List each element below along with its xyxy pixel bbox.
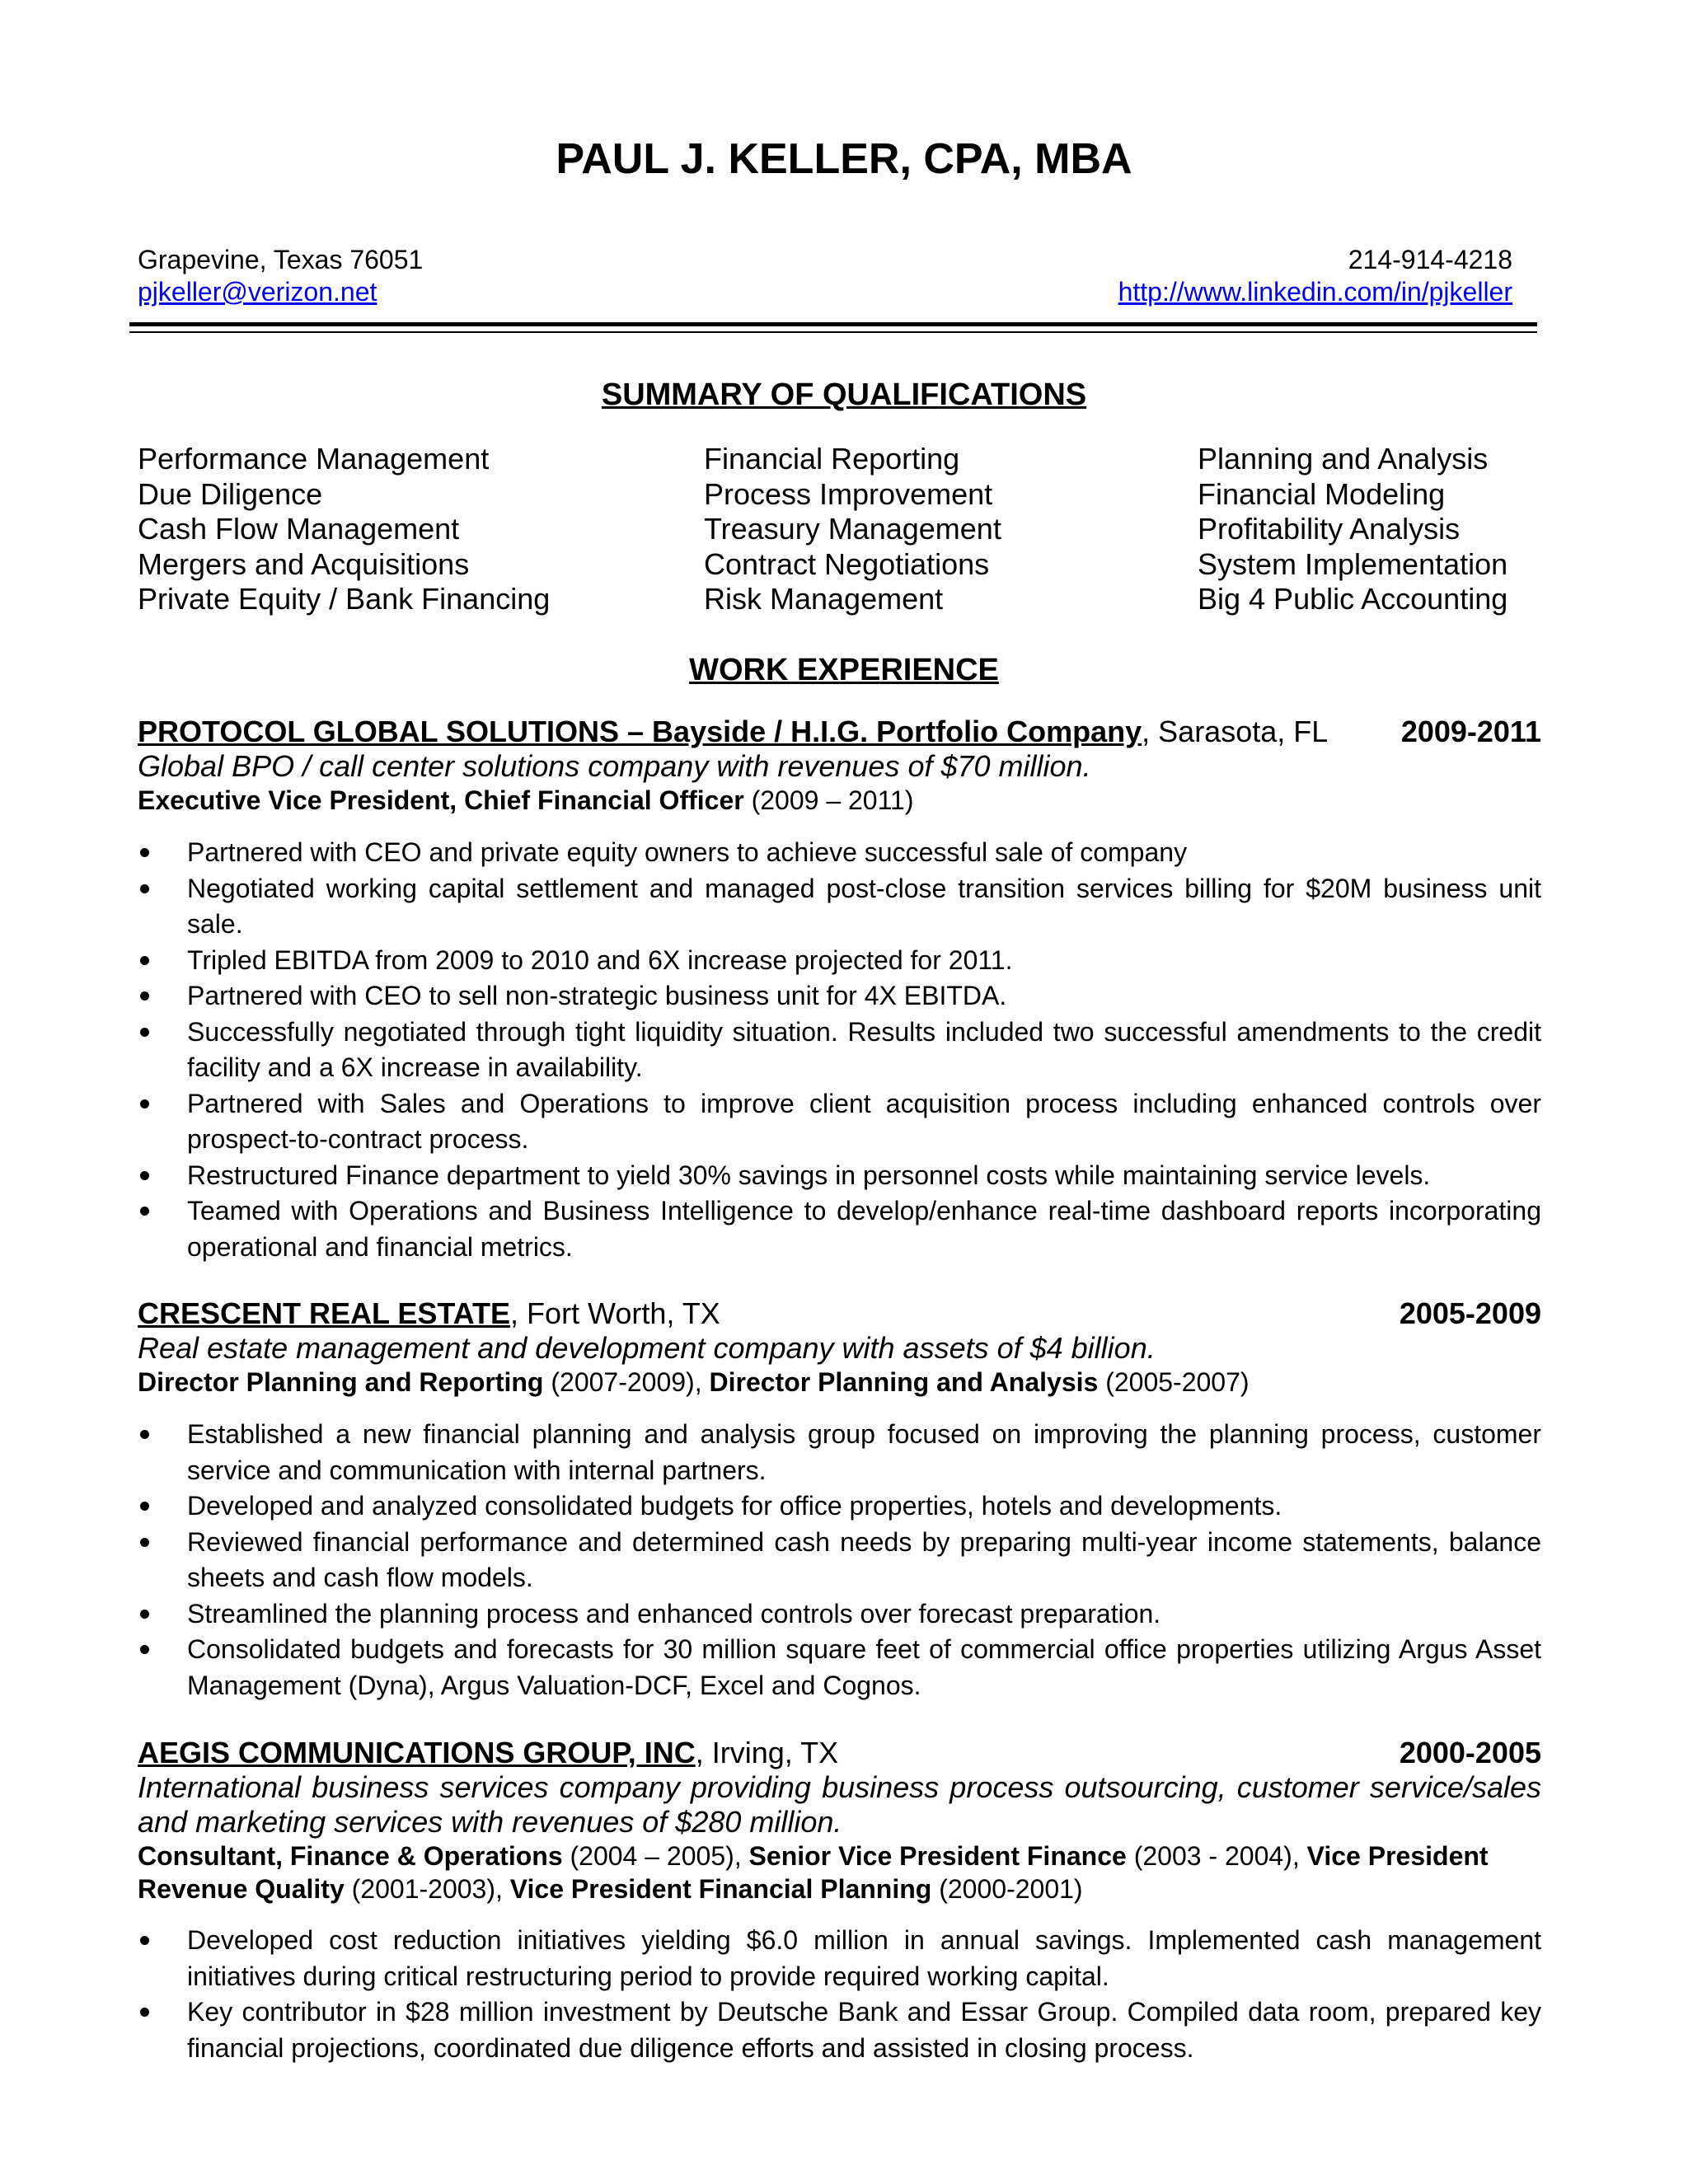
email-link[interactable]: pjkeller@verizon.net [138, 277, 377, 307]
bullet-icon [140, 1171, 149, 1180]
skill-item: Private Equity / Bank Financing [138, 582, 551, 616]
skill-item: Process Improvement [704, 476, 993, 511]
bullet-item [138, 1158, 1541, 1194]
company-name: PROTOCOL GLOBAL SOLUTIONS – Bayside / H.I.G. Portfolio Company [138, 715, 1142, 748]
job-title-period: (2000-2001) [931, 1874, 1083, 1904]
candidate-name: PAUL J. KELLER, CPA, MBA [556, 135, 1132, 183]
bullet-text: Negotiated working capital settlement and managed post-close transition services billing for $20M business unit sale. [187, 873, 1541, 939]
bullet-icon [140, 1538, 149, 1547]
job-title-period: (2007-2009), [543, 1367, 710, 1397]
summary-heading: SUMMARY OF QUALIFICATIONS [601, 377, 1087, 412]
job-bullets [138, 1417, 1541, 1704]
job-title-period: (2005-2007) [1098, 1367, 1250, 1397]
bullet-icon [140, 848, 149, 857]
skill-item: Treasury Management [704, 512, 1001, 546]
bullet-icon [140, 991, 149, 1001]
skill-item: Financial Modeling [1198, 476, 1446, 511]
job-title-period: (2004 – 2005), [562, 1841, 749, 1871]
bullet-item [138, 1596, 1541, 1633]
company-description: Global BPO / call center solutions company with revenues of $70 million. [138, 749, 1091, 783]
company-location: , Fort Worth, TX [510, 1296, 720, 1330]
company-description: Real estate management and development company with assets of $4 billion. [138, 1331, 1156, 1365]
company-description: International business services company providing business process outsourcing, customer service/sales and marketing services with revenues of $280 million. [138, 1770, 1541, 1839]
bullet-text: Established a new financial planning and analysis group focused on improving the planning process, customer service and communication with internal partners. [187, 1419, 1541, 1485]
company-location: , Irving, TX [695, 1736, 839, 1769]
skill-item: Cash Flow Management [138, 512, 460, 546]
job-title: Executive Vice President, Chief Financial Officer [138, 785, 744, 815]
job-titles [138, 784, 1541, 817]
skills-column-2 [704, 442, 1001, 617]
job-title: Consultant, Finance & Operations [138, 1841, 563, 1871]
bullet-text: Key contributor in $28 million investment by Deutsche Bank and Essar Group. Compiled data room, prepared key financial projections, coordinated due diligence efforts and assisted in closing process. [187, 1997, 1541, 2063]
skill-item: Performance Management [138, 442, 490, 476]
job-title-period: (2009 – 2011) [743, 785, 914, 815]
skill-item: Financial Reporting [704, 442, 960, 476]
bullet-text: Partnered with Sales and Operations to improve client acquisition process including enhanced controls over prospect-to-contract process. [187, 1088, 1541, 1154]
phone-text: 214-914-4218 [1348, 245, 1512, 274]
job-title: Vice President Revenue Quality [138, 1841, 1489, 1904]
job-header [138, 715, 1541, 749]
job-title: Director Planning and Reporting [138, 1367, 544, 1397]
job-header [138, 1296, 1541, 1331]
bullet-icon [140, 1207, 149, 1216]
job-title: Director Planning and Analysis [709, 1367, 1099, 1397]
skill-item: Risk Management [704, 582, 944, 616]
skill-item: Contract Negotiations [704, 546, 990, 581]
job-years: 2005-2009 [1399, 1296, 1541, 1330]
bullet-item [138, 1632, 1541, 1704]
bullet-icon [140, 1430, 149, 1439]
linkedin-link[interactable]: http://www.linkedin.com/in/pjkeller [1118, 277, 1512, 307]
bullet-item [138, 1923, 1541, 1994]
experience-heading: WORK EXPERIENCE [689, 653, 999, 687]
bullet-text: Teamed with Operations and Business Intelligence to develop/enhance real-time dashboard reports incorporating operational and financial metrics. [187, 1196, 1541, 1262]
skill-item: Planning and Analysis [1198, 442, 1489, 476]
bullet-text: Developed cost reduction initiatives yielding $6.0 million in annual savings. Implemented cash management initiatives during critical restructuring period to provide required working capital. [187, 1925, 1541, 1991]
skills-column-3 [1198, 442, 1507, 617]
job-header [138, 1736, 1541, 1770]
bullet-text: Successfully negotiated through tight liquidity situation. Results included two successful amendments to the credit facility and a 6X increase in availability. [187, 1016, 1541, 1082]
contact-row-2 [138, 276, 1512, 307]
job-title-period: (2001-2003), [344, 1874, 510, 1904]
bullet-text: Developed and analyzed consolidated budgets for office properties, hotels and developments. [187, 1491, 1282, 1521]
job-titles [138, 1840, 1541, 1905]
skill-item: System Implementation [1198, 546, 1508, 581]
bullet-item [138, 1994, 1541, 2066]
bullet-icon [140, 1936, 149, 1945]
company-name: CRESCENT REAL ESTATE [138, 1296, 511, 1330]
bullet-icon [140, 2008, 149, 2017]
bullet-icon [140, 884, 149, 893]
job-years: 2000-2005 [1399, 1736, 1541, 1769]
bullet-text: Partnered with CEO to sell non-strategic business unit for 4X EBITDA. [187, 981, 1007, 1010]
skills-column-1 [138, 442, 550, 617]
bullet-icon [140, 956, 149, 965]
bullet-item [138, 1488, 1541, 1525]
skill-item: Big 4 Public Accounting [1198, 582, 1508, 616]
bullet-item [138, 1417, 1541, 1488]
bullet-text: Tripled EBITDA from 2009 to 2010 and 6X increase projected for 2011. [187, 944, 1013, 975]
company-name: AEGIS COMMUNICATIONS GROUP, INC [138, 1736, 696, 1769]
skill-item: Mergers and Acquisitions [138, 546, 470, 581]
bullet-item [138, 978, 1541, 1015]
job-bullets [138, 835, 1541, 1265]
header-divider-thick [129, 322, 1537, 326]
bullet-icon [140, 1645, 149, 1654]
bullet-text: Reviewed financial performance and determined cash needs by preparing multi-year income statements, balance sheets and cash flow models. [187, 1526, 1541, 1592]
location-text: Grapevine, Texas 76051 [138, 245, 424, 274]
job-title-period: (2003 - 2004), [1126, 1841, 1307, 1871]
header-divider-thin [129, 331, 1537, 333]
skill-item: Profitability Analysis [1198, 512, 1461, 546]
job-titles [138, 1366, 1541, 1399]
bullet-item [138, 871, 1541, 943]
job-title: Senior Vice President Finance [748, 1841, 1127, 1871]
bullet-item [138, 1525, 1541, 1596]
skill-item: Due Diligence [138, 476, 323, 511]
job-title: Vice President Financial Planning [509, 1874, 932, 1904]
bullet-text: Restructured Finance department to yield 30% savings in personnel costs while maintaining service levels. [187, 1160, 1431, 1190]
bullet-item [138, 1193, 1541, 1265]
bullet-item [138, 1086, 1541, 1158]
bullet-text: Streamlined the planning process and enhanced controls over forecast preparation. [187, 1598, 1161, 1629]
bullet-item [138, 943, 1541, 979]
company-location: , Sarasota, FL [1142, 715, 1329, 748]
bullet-item [138, 835, 1541, 871]
bullet-text: Consolidated budgets and forecasts for 30 million square feet of commercial office properties utilizing Argus Asset Management (Dyna), Argus Valuation-DCF, Excel and Cognos. [187, 1634, 1541, 1700]
bullet-item [138, 1015, 1541, 1086]
job-years: 2009-2011 [1400, 715, 1541, 748]
bullet-icon [140, 1099, 149, 1108]
bullet-icon [140, 1028, 149, 1037]
bullet-icon [140, 1502, 149, 1511]
bullet-text: Partnered with CEO and private equity owners to achieve successful sale of company [187, 837, 1188, 867]
job-bullets [138, 1923, 1541, 2066]
bullet-icon [140, 1610, 149, 1619]
contact-row-1 [138, 244, 1512, 275]
